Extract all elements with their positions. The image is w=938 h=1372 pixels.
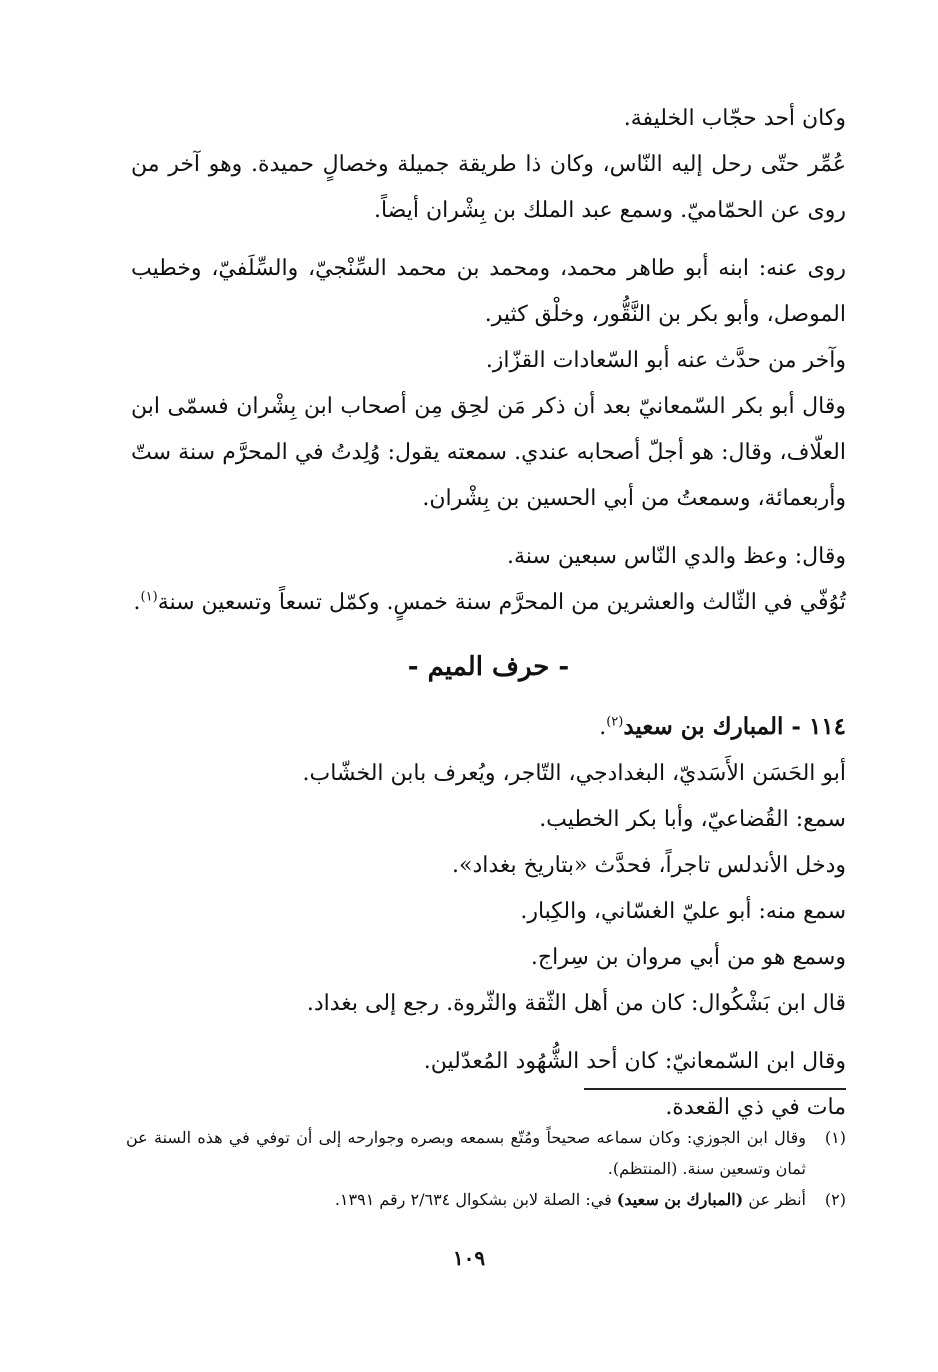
footnote-text-post: في: الصلة لابن بشكوال ٢/٦٣٤ رقم ١٣٩١.	[334, 1190, 617, 1209]
entry-line: سمع: القُضاعيّ، وأبا بكر الخطيب.	[539, 807, 846, 832]
footnote-text: وقال ابن الجوزي: وكان سماعه صحيحاً ومُتّع بسمعه وبصره وجوارحه إلى أن توفي في هذه السنة عن ثمان وتسعين سنة. (المنتظم).	[126, 1128, 806, 1178]
entry-line: وسمع هو من أبي مروان بن سِراج.	[530, 945, 846, 970]
paragraph: وقال: وعظ والدي النّاس سبعين سنة.	[507, 544, 846, 569]
entry-line: وقال ابن السّمعانيّ: كان أحد الشُّهُود المُعدّلين.	[423, 1049, 846, 1074]
paragraph	[131, 580, 846, 626]
paragraph: وقال أبو بكر السّمعانيّ بعد أن ذكر مَن لحِق مِن أصحاب ابن بِشْران فسمّى ابن العلّاف، وقال: هو أجلّ أصحابه عندي. سمعته يقول: وُلِدتُ في المحرَّم سنة ستّ وأربعمائة، وسمعتُ من أبي الحسين بن بِشْران.	[131, 394, 846, 511]
footnote-ref: (٢)	[606, 714, 624, 730]
entry-end: .	[599, 715, 607, 740]
entry-line: قال ابن بَشْكُوال: كان من أهل الثّقة والثّروة. رجع إلى بغداد.	[306, 991, 846, 1016]
footnote-ref: (١)	[140, 589, 158, 605]
paragraph: وكان أحد حجّاب الخليفة.	[623, 106, 846, 131]
footnote	[126, 1122, 846, 1184]
paragraph: روى عنه: ابنه أبو طاهر محمد، ومحمد بن محمد السِّنْجيّ، والسِّلَفيّ، وخطيب الموصل، وأبو بكر بن النَّقُّور، وخلْق كثير.	[131, 256, 846, 327]
paragraph-text: تُوُفّي في الثّالث والعشرين من المحرَّم سنة خمسٍ. وكمّل تسعاً وتسعين سنة	[157, 590, 846, 615]
footnotes	[126, 1122, 846, 1215]
paragraph: عُمِّر حتّى رحل إليه النّاس، وكان ذا طريقة جميلة وخصالٍ حميدة. وهو آخر من روى عن الحمّاميّ. وسمع عبد الملك بن بِشْران أيضاً.	[131, 152, 846, 223]
section-heading: - حرف الميم -	[407, 652, 570, 682]
footnote-text-pre: أنظر عن	[743, 1190, 806, 1209]
footnote-text-bold: (المبارك بن سعيد)	[616, 1190, 744, 1209]
entry-heading	[131, 704, 846, 751]
entry-title: ١١٤ - المبارك بن سعيد	[623, 713, 846, 740]
entry-line: ودخل الأندلس تاجراً، فحدَّث «بتاريخ بغداد».	[451, 853, 846, 878]
footnote-divider	[584, 1088, 846, 1090]
footnote-text	[126, 1184, 806, 1215]
page-number: ١٠٩	[452, 1246, 486, 1270]
paragraph: وآخر من حدَّث عنه أبو السّعادات القزّاز.	[485, 348, 846, 373]
main-text	[131, 96, 846, 1131]
footnote-number: (٢)	[824, 1190, 846, 1209]
footnote	[126, 1184, 846, 1215]
entry-line: أبو الحَسَن الأَسَديّ، البغدادجي، التّاجر، ويُعرف بابن الخشّاب.	[302, 761, 846, 786]
entry-line: سمع منه: أبو عليّ الغسّاني، والكِبار.	[520, 899, 846, 924]
footnote-number: (١)	[824, 1128, 846, 1147]
entry-line: مات في ذي القعدة.	[665, 1095, 846, 1120]
paragraph-end: .	[133, 590, 141, 615]
